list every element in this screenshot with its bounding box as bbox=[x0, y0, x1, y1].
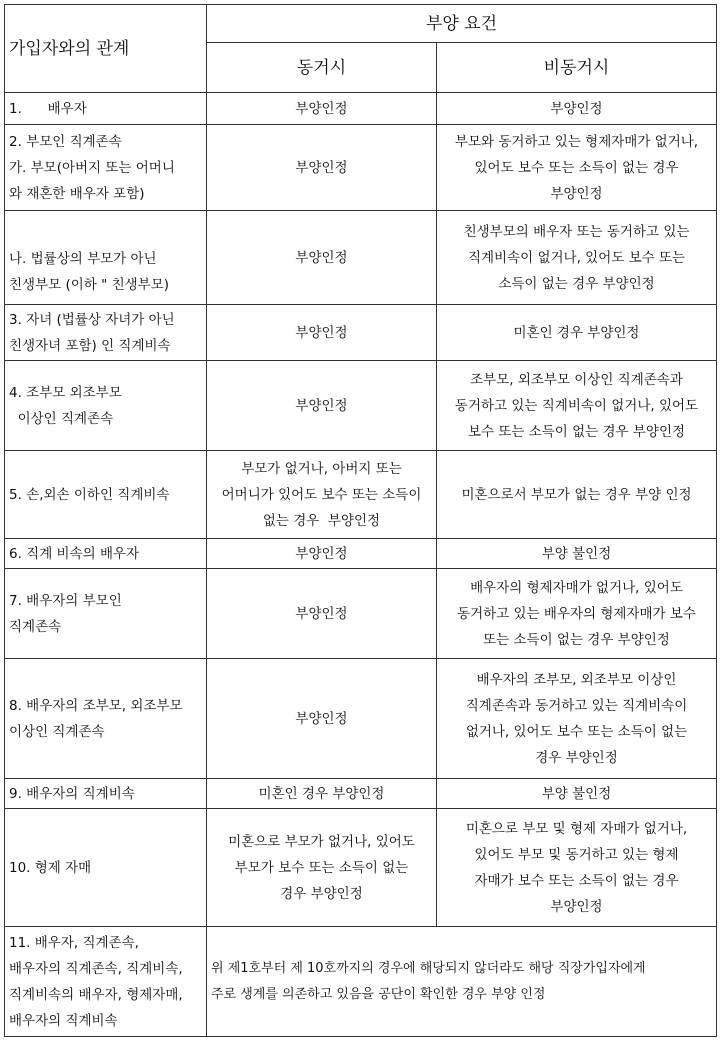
relation-line: 9. 배우자의 직계비속 bbox=[9, 785, 135, 802]
non-cohabit-line: 직계존속과 동거하고 있는 직계비속이 bbox=[465, 697, 688, 714]
relation-cell bbox=[5, 809, 207, 927]
non-cohabit-line: 부양인정 bbox=[550, 185, 603, 202]
relation-cell bbox=[5, 361, 207, 451]
relation-cell bbox=[5, 125, 207, 211]
table-row bbox=[5, 93, 717, 125]
cohabit-line: 부모가 보수 또는 소득이 없는 bbox=[234, 859, 409, 876]
relation-line: 나. 법률상의 부모가 아닌 bbox=[9, 251, 157, 267]
header-cohabit: 동거시 bbox=[207, 43, 437, 93]
relation-line: 친생부모 (이하 " 친생부모) bbox=[9, 277, 170, 293]
relation-line: 직계비속의 배우자, 형제자매, bbox=[9, 986, 183, 1003]
relation-cell bbox=[5, 779, 207, 809]
cohabit-line: 부양인정 bbox=[295, 605, 348, 622]
cohabit-line: 부양인정 bbox=[295, 324, 348, 341]
non-cohabit-line: 또는 소득이 없는 경우 부양인정 bbox=[483, 631, 670, 648]
non-cohabit-cell bbox=[437, 211, 717, 305]
non-cohabit-line: 있어도 보수 또는 소득이 없는 경우 bbox=[474, 159, 679, 176]
table-row bbox=[5, 451, 717, 539]
cohabit-cell bbox=[207, 451, 437, 539]
cohabit-cell bbox=[207, 93, 437, 125]
non-cohabit-line: 부양인정 bbox=[550, 898, 603, 915]
relation-line: 배우자의 직계존속, 직계비속, bbox=[9, 960, 183, 977]
non-cohabit-cell bbox=[437, 125, 717, 211]
non-cohabit-line: 없거나, 있어도 보수 또는 소득이 없는 bbox=[465, 723, 688, 740]
relation-line: 친생자녀 포함) 인 직계비속 bbox=[9, 337, 171, 354]
cohabit-cell bbox=[207, 211, 437, 305]
non-cohabit-line: 직계비속이 없거나, 있어도 보수 또는 bbox=[467, 249, 686, 266]
table-row bbox=[5, 211, 717, 305]
relation-cell bbox=[5, 659, 207, 779]
cohabit-cell bbox=[207, 659, 437, 779]
non-cohabit-line: 경우 부양인정 bbox=[535, 749, 618, 766]
non-cohabit-line: 부양인정 bbox=[550, 100, 603, 117]
header-relation: 가입자와의 관계 bbox=[5, 5, 207, 93]
non-cohabit-line: 자매가 보수 또는 소득이 없는 경우 bbox=[474, 872, 679, 889]
relation-line: 7. 배우자의 부모인 bbox=[9, 592, 122, 609]
relation-cell bbox=[5, 93, 207, 125]
dependent-requirements-table bbox=[4, 4, 717, 1037]
cohabit-cell bbox=[207, 779, 437, 809]
non-cohabit-line: 배우자의 형제자매가 없거나, 있어도 bbox=[470, 579, 683, 596]
table-row bbox=[5, 659, 717, 779]
relation-line: 이상인 직계존속 bbox=[9, 410, 114, 427]
relation-cell bbox=[5, 569, 207, 659]
cohabit-line: 미혼인 경우 부양인정 bbox=[258, 785, 385, 802]
table-row bbox=[5, 305, 717, 361]
relation-line: 4. 조부모 외조부모 bbox=[9, 384, 122, 401]
cohabit-cell bbox=[207, 569, 437, 659]
relation-line: 가. 부모(아버지 또는 어머니 bbox=[9, 159, 175, 176]
cohabit-cell bbox=[207, 305, 437, 361]
non-cohabit-line: 조부모, 외조부모 이상인 직계존속과 bbox=[470, 371, 683, 388]
non-cohabit-line: 배우자의 조부모, 외조부모 이상인 bbox=[476, 671, 677, 688]
cohabit-line: 부양인정 bbox=[295, 100, 348, 117]
cohabit-cell bbox=[207, 125, 437, 211]
non-cohabit-line: 미혼인 경우 부양인정 bbox=[513, 324, 640, 341]
cohabit-cell bbox=[207, 361, 437, 451]
merged-line: 위 제1호부터 제 10호까지의 경우에 해당되지 않더라도 해당 직장가입자에게 bbox=[211, 960, 646, 976]
cohabit-line: 부양인정 bbox=[295, 397, 348, 414]
cohabit-line: 어머니가 있어도 보수 또는 소득이 bbox=[221, 486, 422, 503]
non-cohabit-line: 동거하고 있는 배우자의 형제자매가 보수 bbox=[457, 605, 696, 622]
relation-line: 5. 손,외손 이하인 직계비속 bbox=[9, 486, 170, 503]
non-cohabit-line: 미혼으로 부모 및 형제 자매가 없거나, bbox=[465, 820, 688, 837]
non-cohabit-cell bbox=[437, 93, 717, 125]
non-cohabit-line: 소득이 없는 경우 부양인정 bbox=[498, 275, 655, 292]
non-cohabit-line: 부모와 동거하고 있는 형제자매가 없거나, bbox=[454, 133, 699, 150]
relation-line: 1. 배우자 bbox=[9, 100, 87, 117]
non-cohabit-cell bbox=[437, 809, 717, 927]
non-cohabit-cell bbox=[437, 539, 717, 569]
non-cohabit-cell bbox=[437, 569, 717, 659]
cohabit-line: 경우 부양인정 bbox=[280, 885, 363, 902]
cohabit-line: 부양인정 bbox=[295, 710, 348, 727]
relation-cell bbox=[5, 927, 207, 1037]
cohabit-line: 부양인정 bbox=[295, 159, 348, 176]
table-row bbox=[5, 569, 717, 659]
non-cohabit-line: 동거하고 있는 직계비속이 없거나, 있어도 bbox=[454, 397, 699, 414]
non-cohabit-line: 미혼으로서 부모가 없는 경우 부양 인정 bbox=[461, 486, 692, 503]
table-row bbox=[5, 125, 717, 211]
header-non-cohabit: 비동거시 bbox=[437, 43, 717, 93]
relation-line: 배우자의 직계비속 bbox=[9, 1012, 118, 1029]
non-cohabit-line: 부양 불인정 bbox=[541, 545, 612, 562]
non-cohabit-line: 있어도 부모 및 동거하고 있는 형제 bbox=[474, 846, 679, 863]
table-row bbox=[5, 779, 717, 809]
non-cohabit-cell bbox=[437, 779, 717, 809]
non-cohabit-cell bbox=[437, 361, 717, 451]
header-requirement: 부양 요건 bbox=[207, 5, 717, 43]
relation-cell bbox=[5, 539, 207, 569]
table-row bbox=[5, 539, 717, 569]
relation-line: 와 재혼한 배우자 포함) bbox=[9, 185, 145, 202]
non-cohabit-line: 부양 불인정 bbox=[541, 785, 612, 802]
cohabit-line: 없는 경우 부양인정 bbox=[262, 512, 381, 529]
non-cohabit-cell bbox=[437, 305, 717, 361]
cohabit-line: 부모가 없거나, 아버지 또는 bbox=[241, 460, 402, 477]
table-row bbox=[5, 361, 717, 451]
relation-line: 3. 자녀 (법률상 자녀가 아닌 bbox=[9, 311, 175, 328]
non-cohabit-line: 친생부모의 배우자 또는 동거하고 있는 bbox=[463, 223, 690, 240]
relation-line: 8. 배우자의 조부모, 외조부모 bbox=[9, 697, 183, 714]
cohabit-cell bbox=[207, 809, 437, 927]
relation-cell bbox=[5, 451, 207, 539]
merged-requirement-cell bbox=[207, 927, 717, 1037]
relation-cell bbox=[5, 211, 207, 305]
non-cohabit-cell bbox=[437, 659, 717, 779]
table-row bbox=[5, 927, 717, 1037]
cohabit-line: 미혼으로 부모가 없거나, 있어도 bbox=[228, 833, 415, 850]
relation-line: 직계존속 bbox=[9, 618, 62, 635]
relation-cell bbox=[5, 305, 207, 361]
relation-line: 이상인 직계존속 bbox=[9, 723, 105, 740]
relation-line: 2. 부모인 직계존속 bbox=[9, 133, 122, 150]
table-row bbox=[5, 809, 717, 927]
non-cohabit-cell bbox=[437, 451, 717, 539]
cohabit-line: 부양인정 bbox=[295, 249, 348, 266]
non-cohabit-line: 보수 또는 소득이 없는 경우 부양인정 bbox=[467, 423, 686, 440]
cohabit-cell bbox=[207, 539, 437, 569]
relation-line: 6. 직계 비속의 배우자 bbox=[9, 545, 140, 562]
merged-line: 주로 생계를 의존하고 있음을 공단이 확인한 경우 부양 인정 bbox=[211, 986, 546, 1002]
relation-line: 10. 형제 자매 bbox=[9, 859, 92, 876]
cohabit-line: 부양인정 bbox=[295, 545, 348, 562]
relation-line: 11. 배우자, 직계존속, bbox=[9, 934, 139, 951]
